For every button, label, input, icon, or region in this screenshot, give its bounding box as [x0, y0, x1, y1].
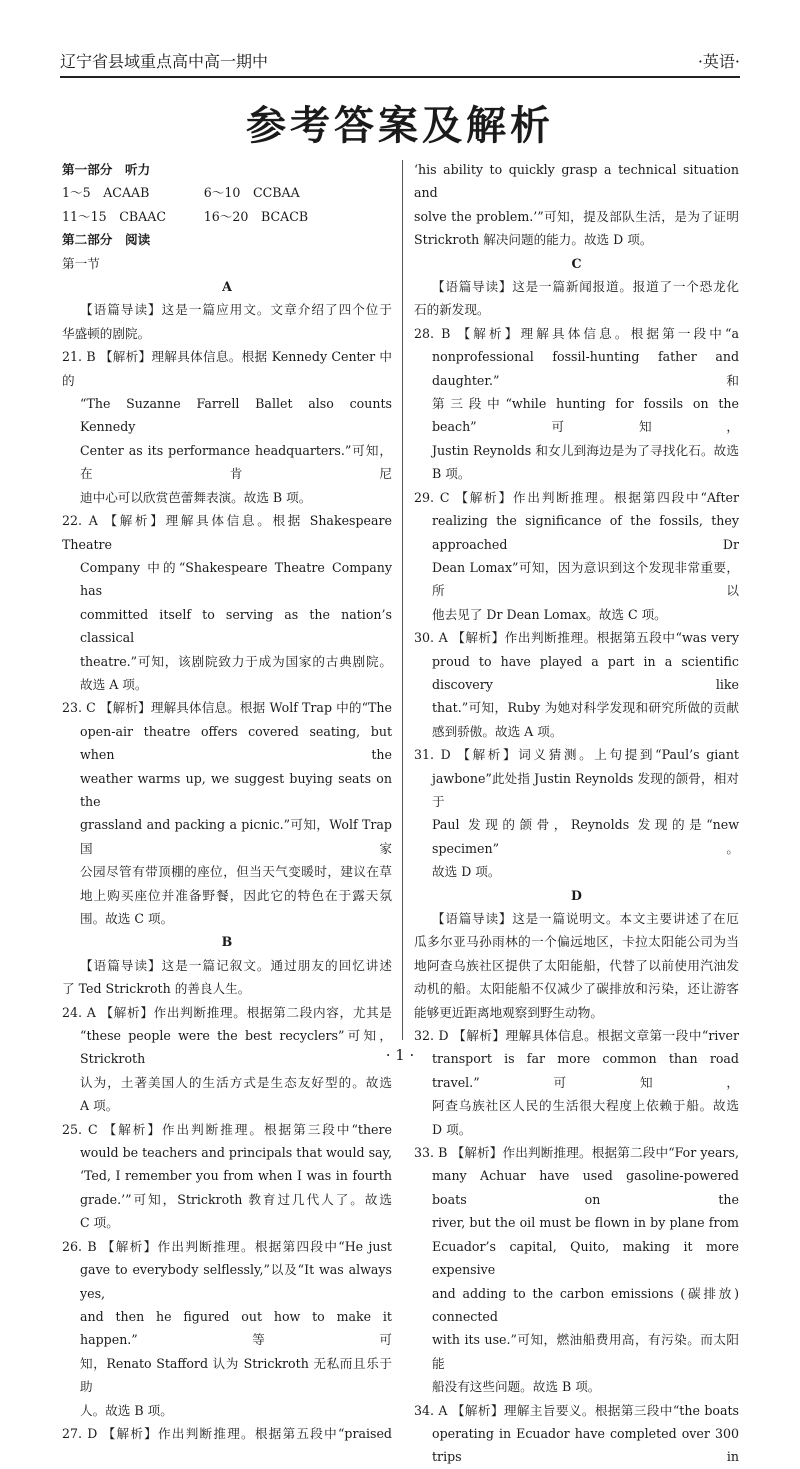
text-line: 公园尽管有带顶棚的座位，但当天气变暖时，建议在草: [80, 864, 392, 880]
text-line: 石的新发现。: [414, 302, 490, 318]
text-line: and then he figured out how to make it happen.”等可: [80, 1308, 392, 1348]
text-line: B: [221, 934, 233, 950]
text-line: 1～5 ACAAB 6～10 CCBAA: [62, 185, 300, 201]
text-line: 27. D 【解析】作出判断推理。根据第五段中“praised: [62, 1425, 392, 1441]
text-line: ‘his ability to quickly grasp a technical situation and: [414, 162, 739, 201]
text-line: 能够更近距离地观察到野生动物。: [414, 1004, 603, 1020]
text-line: grassland and packing a picnic.”可知，Wolf Trap 国家: [80, 817, 392, 856]
text-line: 34. A 【解析】理解主旨要义。根据第三段中“the boats: [414, 1402, 739, 1418]
text-line: 地上购买座位并准备野餐，因此它的特色在于露天氛: [80, 887, 392, 903]
text-line: open-air theatre offers covered seating, but when the: [80, 723, 392, 763]
text-line: A: [222, 279, 232, 295]
text-line: grade.’”可知，Strickroth 教育过几代人了。故选: [80, 1191, 392, 1207]
column-divider: [402, 160, 403, 1040]
text-line: 25. C 【解析】作出判断推理。根据第三段中“there: [62, 1121, 392, 1137]
text-line: jawbone”此处指 Justin Reynolds 发现的颌骨，相对于: [432, 770, 739, 809]
text-line: with its use.”可知，燃油船费用高，有污染。而太阳能: [432, 1332, 739, 1371]
text-line: committed itself to serving as the nation’s classical: [80, 606, 392, 646]
text-line: 26. B 【解析】作出判断推理。根据第四段中“He just: [62, 1238, 392, 1254]
text-line: 船没有这些问题。故选 B 项。: [432, 1379, 601, 1395]
text-line: 第二部分 阅读: [62, 232, 151, 248]
text-line: 【语篇导读】这是一篇应用文。文章介绍了四个位于: [80, 302, 392, 318]
text-line: gave to everybody selflessly,”以及“It was always yes,: [80, 1262, 392, 1301]
text-line: Dean Lomax”可知，因为意识到这个发现非常重要，所以: [432, 559, 739, 599]
text-line: 了 Ted Strickroth 的善良人生。: [62, 981, 251, 997]
text-line: 第一节: [62, 255, 100, 271]
text-line: 22. A 【解析】理解具体信息。根据 Shakespeare Theatre: [62, 513, 392, 552]
text-line: realizing the significance of the fossils, they approached Dr: [432, 513, 739, 552]
text-line: 【语篇导读】这是一篇说明文。本文主要讲述了在厄: [432, 911, 739, 926]
text-line: would be teachers and principals that would say,: [80, 1145, 392, 1161]
text-line: many Achuar have used gasoline-powered boats on the: [432, 1168, 739, 1207]
text-line: 故选 A 项。: [80, 676, 148, 692]
text-line: 30. A 【解析】作出判断推理。根据第五段中“was very: [414, 630, 739, 646]
text-line: 迪中心可以欣赏芭蕾舞表演。故选 B 项。: [80, 489, 312, 505]
page-header: [60, 42, 740, 78]
text-line: 故选 D 项。: [432, 864, 501, 880]
right-column: [414, 158, 739, 1469]
text-line: river, but the oil must be flown in by plane from: [432, 1215, 739, 1231]
page-title: 参考答案及解析: [246, 103, 554, 149]
text-line: 28. B 【解析】理解具体信息。根据第一段中“a: [414, 325, 739, 341]
page-number: · 1 ·: [385, 1046, 415, 1064]
text-line: D: [571, 887, 582, 903]
text-line: 瓜多尔亚马孙雨林的一个偏远地区，卡拉太阳能公司为当: [414, 934, 739, 950]
text-line: ‘Ted, I remember you from when I was in fourth: [80, 1168, 392, 1184]
text-line: proud to have played a part in a scientific discovery like: [432, 653, 739, 692]
text-line: Center as its performance headquarters.”可知，在肯尼: [80, 442, 392, 482]
text-line: 【语篇导读】这是一篇记叙文。通过朋友的回忆讲述: [80, 957, 392, 973]
text-line: solve the problem.’”可知，提及部队生活，是为了证明: [414, 208, 739, 224]
text-line: transport is far more common than road travel.”可知，: [432, 1051, 739, 1090]
text-line: that.”可知，Ruby 为她对科学发现和研究所做的贡献: [432, 700, 739, 716]
text-line: Justin Reynolds 和女儿到海边是为了寻找化石。故选: [432, 442, 739, 458]
text-line: 华盛顿的剧院。: [62, 325, 151, 341]
text-line: Paul 发现的颌骨，Reynolds 发现的是“new specimen”。: [432, 817, 739, 856]
text-line: “these people were the best recyclers”可知，Strickroth: [80, 1028, 392, 1067]
text-line: 11～15 CBAAC 16～20 BCACB: [62, 208, 309, 224]
text-line: 33. B 【解析】作出判断推理。根据第二段中“For years,: [414, 1145, 739, 1161]
text-line: “The Suzanne Farrell Ballet also counts Kennedy: [80, 396, 392, 435]
text-line: 地阿查乌族社区提供了太阳能船，代替了以前使用汽油发: [414, 957, 739, 973]
header-subject: ·英语·: [697, 52, 740, 71]
text-line: A 项。: [80, 1098, 119, 1114]
text-line: 感到骄傲。故选 A 项。: [432, 723, 563, 739]
text-line: 21. B 【解析】理解具体信息。根据 Kennedy Center 中的: [62, 349, 392, 388]
text-line: 第一部分 听力: [62, 162, 151, 177]
text-line: 23. C 【解析】理解具体信息。根据 Wolf Trap 中的“The: [62, 700, 392, 716]
text-line: 24. A 【解析】作出判断推理。根据第二段内容，尤其是: [62, 1004, 392, 1020]
text-line: 围。故选 C 项。: [80, 911, 174, 926]
text-line: Company 中的“Shakespeare Theatre Company has: [80, 559, 392, 599]
text-line: 人。故选 B 项。: [80, 1402, 173, 1418]
text-line: operating in Ecuador have completed over 300 trips in: [432, 1425, 739, 1465]
text-line: B 项。: [432, 466, 471, 482]
header-exam-name: 辽宁省县域重点高中高一期中: [60, 52, 269, 71]
text-line: Ecuador’s capital, Quito, making it more expensive: [432, 1238, 739, 1278]
text-line: 阿查乌族社区人民的生活很大程度上依赖于船。故选: [432, 1098, 739, 1114]
text-line: theatre.”可知，该剧院致力于成为国家的古典剧院。: [80, 653, 392, 669]
text-line: 他去见了 Dr Dean Lomax。故选 C 项。: [432, 606, 667, 622]
left-column: [62, 158, 392, 1445]
text-line: Strickroth 解决问题的能力。故选 D 项。: [414, 232, 653, 248]
text-line: 29. C 【解析】作出判断推理。根据第四段中“After: [414, 489, 739, 505]
text-line: 31. D 【解析】词义猜测。上句提到“Paul’s giant: [414, 747, 739, 763]
text-line: 【语篇导读】这是一篇新闻报道。报道了一个恐龙化: [432, 279, 739, 295]
text-line: nonprofessional fossil-hunting father and daughter.”和: [432, 349, 739, 388]
text-line: C: [571, 255, 582, 271]
text-line: D 项。: [432, 1121, 472, 1137]
text-line: 认为，土著美国人的生活方式是生态友好型的。故选: [80, 1074, 392, 1090]
text-line: C 项。: [80, 1215, 119, 1231]
text-line: 动机的船。太阳能船不仅减少了碳排放和污染，还让游客: [414, 981, 739, 997]
text-line: 知，Renato Stafford 认为 Strickroth 无私而且乐于助: [80, 1355, 392, 1395]
text-line: weather warms up, we suggest buying seats on the: [80, 770, 392, 809]
text-line: 第三段中“while hunting for fossils on the beach”可知，: [432, 396, 739, 435]
text-line: and adding to the carbon emissions (碳排放) connected: [432, 1285, 739, 1324]
text-line: 32. D 【解析】理解具体信息。根据文章第一段中“river: [414, 1028, 739, 1044]
